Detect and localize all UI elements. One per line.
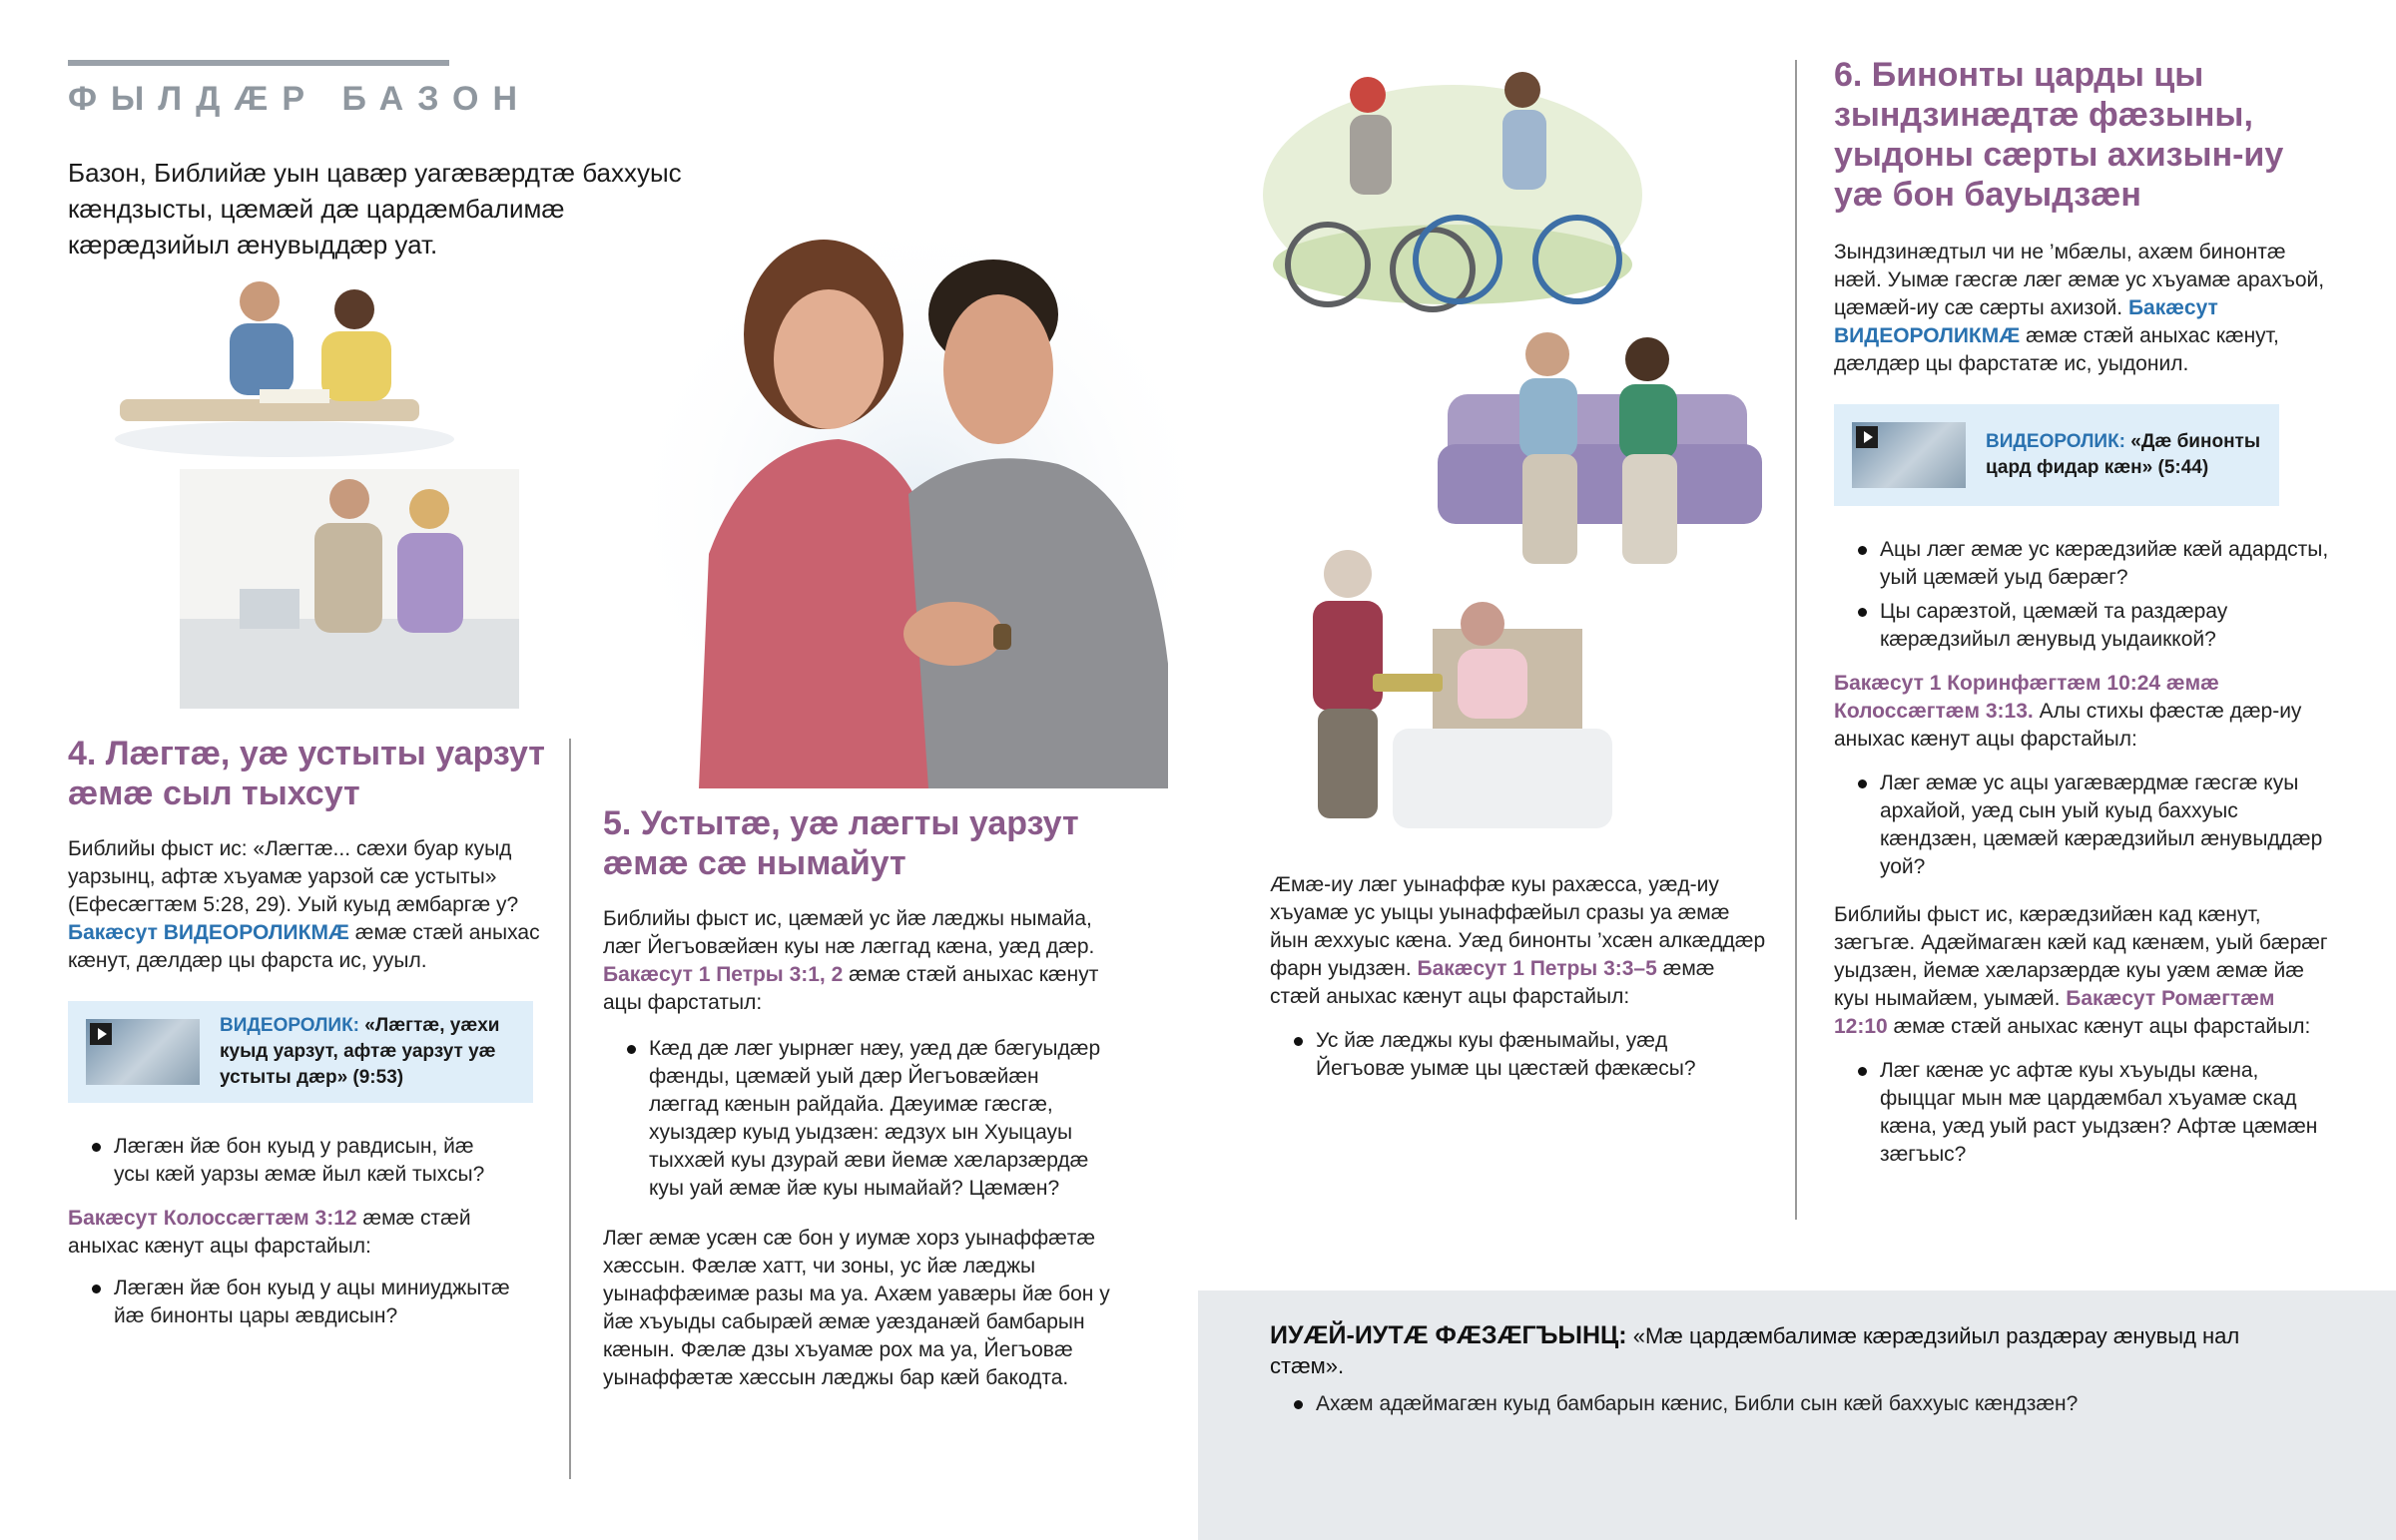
video-card[interactable] (1834, 404, 2279, 506)
watch-video-link[interactable]: Бакæсут ВИДЕОРОЛИКМÆ (68, 921, 349, 944)
section-4 (68, 734, 567, 1336)
scripture-link[interactable]: Бакæсут 1 Петры 3:3–5 (1417, 957, 1657, 980)
question-list (1834, 770, 2333, 881)
header-rule (68, 60, 449, 66)
scripture-instruction: Бакæсут 1 Коринфæгтæм 10:24 æмæ Колоссæгтæм 3:13. Алы стихы фæстæ дæр-иу аныхас кæнут ацы фарстайыл: (1834, 672, 2302, 751)
video-card[interactable] (68, 1001, 533, 1103)
scripture-instruction: Бакæсут Колоссæгтæм 3:12 æмæ стæй аныхас кæнут ацы фарстайыл: (68, 1207, 471, 1258)
section-5-paragraph: Лæг æмæ усæн сæ бон у иумæ хорз уынаффæтæ хæссын. Фæлæ хатт, чи зоны, ус йæ лæджы уынаффæимæ разы ма уа. Ахæм уавæры йæ бон у йæ хъуыды сабырæй æмæ уæзданæй бамбарын кæнын. Фæлæ дзы хъуамæ рох ма уа, Йегъовæ уынаффæтæ хæссын лæджы бар кæй бакодта. (603, 1227, 1110, 1389)
intro-text: Базон, Библийæ уын цавæр уагæвæрдтæ баххуыс кæндзысты, цæмæй дæ цардæмбалимæ кæрæдзийыл æнувыддæр уат. (68, 158, 682, 259)
section-4-title: 4. Лæгтæ, уæ устыты уарзут æмæ сыл тыхсут (68, 735, 545, 812)
question-item: Лæг æмæ ус ацы уагæвæрдмæ гæсгæ куы архайой, уæд сын уый куыд баххуыс кæндзæн, цæмæй кæрæдзийыл æнувыддæр уой? (1834, 770, 2333, 881)
section-6-body: Зындзинæдтыл чи не ’мбæлы, ахæм бинонтæ нæй. Уымæ гæсгæ лæг æмæ ус хъуамæ арахъой, цæмæй-иу сæ сæрты ахизой. Бакæсут ВИДЕОРОЛИКМÆ æмæ стæй аныхас кæнут, дæлдæр цы фарстатæ ис, уыдонил. (1834, 241, 2325, 375)
footer-quote: «Мæ цардæмбалимæ кæрæдзийыл раздæрау æнувыд нал стæм». (1270, 1323, 2240, 1378)
section-6-paragraph: Библийы фыст ис, кæрæдзийæн кад кæнут, зæгъгæ. Адæймагæн кæй кад кæнæм, уый бæрæг уыдзæн, йемæ хæларзæрдæ куы уæм æмæ йæ куы нымайæм, уымæй. Бакæсут Ромæгтæм 12:10 æмæ стæй аныхас кæнут ацы фарстайыл: (1834, 903, 2328, 1038)
watch-video-link[interactable]: Бакæсут ВИДЕОРОЛИКМÆ (1834, 296, 2218, 347)
question-list (68, 1133, 487, 1189)
question-item: Ахæм адæймагæн куыд бамбарын кæнис, Библи сын кæй баххуыс кæндзæн? (1270, 1390, 2328, 1418)
question-list (1834, 1057, 2333, 1169)
couple-studying-illustration (100, 279, 469, 459)
play-icon[interactable] (90, 1023, 112, 1045)
section-6 (1834, 55, 2333, 1175)
section-6-title: 6. Бинонты царды цы зындзинæдтæ фæзыны, уыдоны сæрты ахизын-иу уæ бон бауыдзæн (1834, 56, 2284, 214)
play-icon[interactable] (1856, 426, 1878, 448)
question-list (68, 1275, 527, 1330)
section-5 (603, 803, 1132, 1392)
question-item: Лæгæн йæ бон куыд у равдисын, йæ усы кæй уарзы æмæ йыл кæй тыхсы? (68, 1133, 487, 1189)
scripture-link[interactable]: Бакæсут 1 Петры 3:1, 2 (603, 963, 844, 986)
couple-kitchen-illustration (180, 469, 519, 709)
scripture-link[interactable]: Бакæсут Колоссæгтæм 3:12 (68, 1207, 357, 1230)
couple-studying-image (100, 279, 469, 459)
question-item: Ацы лæг æмæ ус кæрæдзийæ кæй адардсты, уый цæмæй уыд бæрæг? (1834, 536, 2333, 592)
section-middle (1270, 871, 1769, 1089)
couple-cycling-image (1258, 65, 1647, 324)
section-5-body: Библийы фыст ис, цæмæй ус йæ лæджы нымайа, лæг Йегъовæйæн куы нæ лæггад кæна, уæд дæр. Бакæсут 1 Петры 3:1, 2 æмæ стæй аныхас кæнут ацы фарстатыл: (603, 907, 1099, 1014)
video-caption: ВИДЕОРОЛИК: «Лæгтæ, уæхи куыд уарзут, афтæ уарзут уæ устыты дæр» (9:53) (220, 1015, 500, 1088)
question-item: Лæг кæнæ ус афтæ куы хъуыды кæна, фыццаг мын мæ цардæмбал хъуамæ скад кæна, уæд уый раст уыдзæн? Афтæ цæмæн зæгъыс? (1834, 1057, 2333, 1169)
question-item: Лæгæн йæ бон куыд у ацы миниуджытæ йæ бинонты цары æвдисын? (68, 1275, 527, 1330)
footer-text (1270, 1320, 2268, 1381)
couple-embrace-illustration (589, 195, 1238, 788)
couple-embrace-image (589, 195, 1238, 788)
section-4-body: Библийы фыст ис: «Лæгтæ... сæхи буар куыд уарзынц, афтæ хъуамæ уарзой сæ устыты» (Ефесæгтæм 5:28, 29). Уый куыд æмбаргæ у? Бакæсут ВИДЕОРОЛИКМÆ æмæ стæй аныхас кæнут, дæлдæр цы фарста ис, ууыл. (68, 837, 540, 972)
section-5-title: 5. Устытæ, уæ лæгты уарзут æмæ сæ нымайут (603, 804, 1079, 882)
scripture-link[interactable]: Бакæсут 1 Коринфæгтæм 10:24 æмæ Колоссæгтæм 3:13. (1834, 672, 2219, 723)
column-divider (569, 739, 571, 1479)
question-list (1270, 1027, 1739, 1083)
husband-caring-illustration (1273, 529, 1617, 838)
couple-kitchen-image (180, 469, 519, 709)
question-list (603, 1035, 1112, 1203)
video-caption: ВИДЕОРОЛИК: «Дæ бинонты цард фидар кæн» (5:44) (1986, 431, 2261, 478)
question-item: Кæд дæ лæг уырнæг нæу, уæд дæ бæгуыдæр фæнды, цæмæй уый дæр Йегъовæйæн лæггад кæнын райдайа. Дæуимæ гæсгæ, хуыздæр куыд уыдзæн: æдзух ын Хуыцауы тыххæй куы дзурай æви йемæ хæларзæрдæ куы уай æмæ йæ куы нымайай? Цæмæн? (603, 1035, 1112, 1203)
column-divider (1795, 60, 1797, 1220)
question-item: Ус йæ лæджы куы фæнымайы, уæд Йегъовæ уымæ цы цæстæй фæкæсы? (1270, 1027, 1739, 1083)
husband-caring-image (1273, 529, 1617, 838)
video-thumbnail[interactable] (86, 1019, 200, 1085)
question-item: Цы сарæзтой, цæмæй та раздæрау кæрæдзийыл æнувыд уыдаиккой? (1834, 598, 2333, 654)
section-middle-body: Æмæ-иу лæг уынаффæ куы рахæсса, уæд-иу хъуамæ ус уыцы уынаффæйыл сразы уа æмæ йын æххуыс кæна. Уæд бинонты ’хсæн алкæддæр фарн уыдзæн. Бакæсут 1 Петры 3:3–5 æмæ стæй аныхас кæнут ацы фарстайыл: (1270, 873, 1766, 1008)
question-list (1834, 536, 2333, 654)
couple-cycling-illustration (1258, 65, 1647, 324)
section-eyebrow: ФЫЛДÆР БАЗОН (68, 80, 532, 118)
video-thumbnail[interactable] (1852, 422, 1966, 488)
scripture-link[interactable]: Бакæсут Ромæгтæм 12:10 (1834, 987, 2275, 1038)
footer-question-list (1270, 1390, 2328, 1424)
footer-label: ИУÆЙ-ИУТÆ ФÆЗÆГЪЫНЦ: (1270, 1321, 1627, 1349)
